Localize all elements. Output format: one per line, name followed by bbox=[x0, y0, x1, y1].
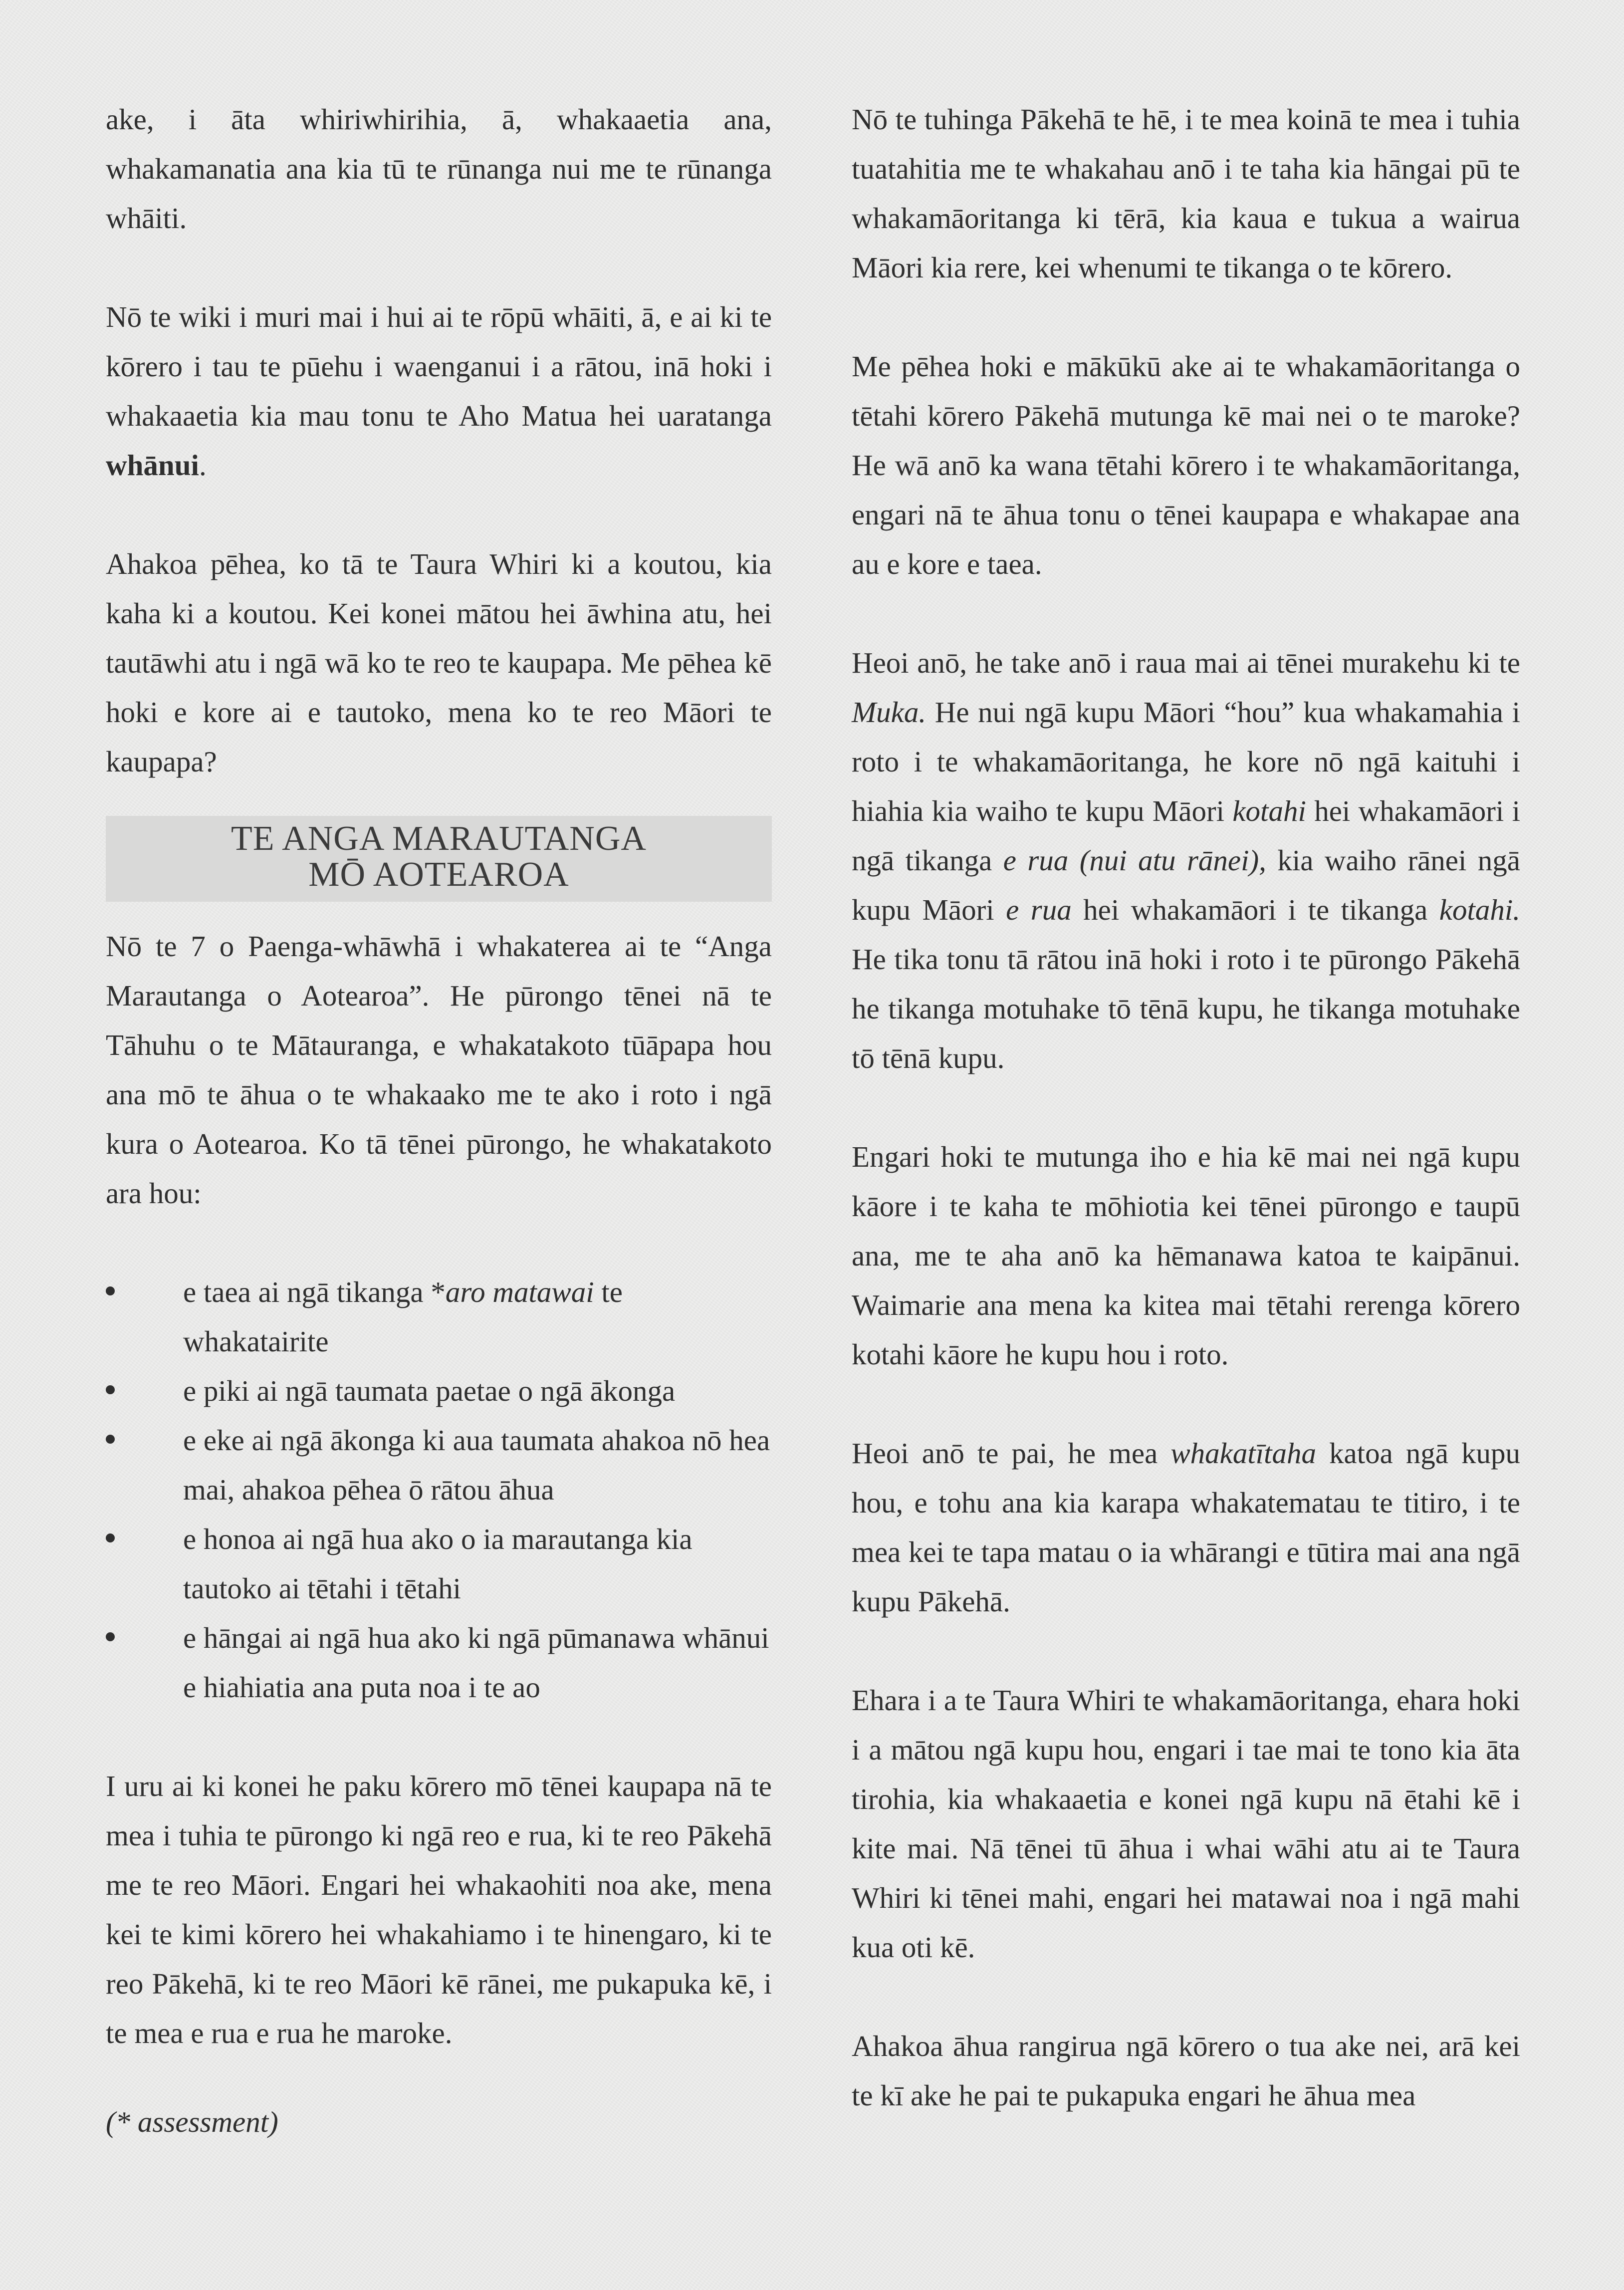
bullet-icon bbox=[106, 1632, 115, 1641]
paragraph: Me pēhea hoki e mākūkū ake ai te whakamāoritanga o tētahi kōrero Pākehā mutunga kē mai nei o te maroke? He wā anō ka wana tētahi kōrero i te whakamāoritanga, engari nā te āhua tonu o tēnei kaupapa e whakapae ana au e kore e taea. bbox=[852, 350, 1520, 580]
bold-word: whānui bbox=[106, 449, 199, 482]
list-item: e honoa ai ngā hua ako o ia marautanga kia tautoko ai tētahi i tētahi bbox=[106, 1515, 772, 1613]
paragraph: Heoi anō te pai, he mea whakatītaha katoa ngā kupu hou, e tohu ana kia karapa whakatematau te titiro, i te mea kei te tapa matau o ia whārangi e tūtira mai ana ngā kupu Pākehā. bbox=[852, 1437, 1520, 1618]
list-item: e taea ai ngā tikanga *aro matawai te whakatairite bbox=[106, 1268, 772, 1366]
list-item: e hāngai ai ngā hua ako ki ngā pūmanawa whānui e hiahiatia ana puta noa i te ao bbox=[106, 1613, 772, 1712]
paragraph: Ahakoa pēhea, ko tā te Taura Whiri ki a koutou, kia kaha ki a koutou. Kei konei mātou hei āwhina atu, hei tautāwhi atu i ngā wā ko te reo te kaupapa. Me pēhea kē hoki e kore ai e tautoko, mena ko te reo Māori te kaupapa? bbox=[106, 547, 772, 778]
paragraph: Ehara i a te Taura Whiri te whakamāoritanga, ehara hoki i a mātou ngā kupu hou, engari i tae mai te tono kia āta tirohia, kia whakaaetia e konei ngā kupu nā ētahi kē i kite mai. Nā tēnei tū āhua i whai wāhi atu ai te Taura Whiri ki tēnei mahi, engari hei matawai noa i ngā mahi kua oti kē. bbox=[852, 1684, 1520, 1964]
list-item: e eke ai ngā ākonga ki aua taumata ahakoa nō hea mai, ahakoa pēhea ō rātou āhua bbox=[106, 1416, 772, 1515]
footnote: (* assessment) bbox=[106, 2105, 278, 2138]
heading-line-1: TE ANGA MARAUTANGA bbox=[231, 819, 647, 858]
paragraph: Engari hoki te mutunga iho e hia kē mai nei ngā kupu kāore i te kaha te mōhiotia kei tēnei pūrongo e taupū ana, me te aha anō ka hēmanawa katoa te kaipānui. Waimarie ana mena ka kitea mai tētahi rerenga kōrero kotahi kāore he kupu hou i roto. bbox=[852, 1140, 1520, 1371]
left-column bbox=[106, 95, 772, 2196]
paragraph: Ahakoa āhua rangirua ngā kōrero o tua ake nei, arā kei te kī ake he pai te pukapuka engari he āhua mea bbox=[852, 2030, 1520, 2112]
right-column bbox=[852, 95, 1520, 2170]
paragraph: Nō te wiki i muri mai i hui ai te rōpū whāiti, ā, e ai ki te kōrero i tau te pūehu i waenganui i a rātou, inā hoki i whakaaetia kia mau tonu te Aho Matua hei uaratanga whānui. bbox=[106, 300, 772, 482]
bullet-list bbox=[106, 1268, 772, 1712]
bullet-icon bbox=[106, 1286, 115, 1295]
bullet-icon bbox=[106, 1385, 115, 1394]
list-item: e piki ai ngā taumata paetae o ngā ākonga bbox=[106, 1366, 772, 1416]
bullet-icon bbox=[106, 1435, 115, 1444]
section-heading bbox=[106, 816, 772, 902]
heading-line-2: MŌ AOTEAROA bbox=[308, 855, 569, 894]
paragraph: Nō te tuhinga Pākehā te hē, i te mea koinā te mea i tuhia tuatahitia me te whakahau anō i te taha kia hāngai pū te whakamāoritanga ki tērā, kia kaua e tukua a wairua Māori kia rere, kei whenumi te tikanga o te kōrero. bbox=[852, 103, 1520, 284]
paragraph: Nō te 7 o Paenga-whāwhā i whakaterea ai te “Anga Marautanga o Aotearoa”. He pūrongo tēnei nā te Tāhuhu o te Mātauranga, e whakatakoto tūāpapa hou ana mō te āhua o te whakaako me te ako i roto i ngā kura o Aotearoa. Ko tā tēnei pūrongo, he whakatakoto ara hou: bbox=[106, 930, 772, 1210]
paragraph: ake, i āta whiriwhirihia, ā, whakaaetia ana, whakamanatia ana kia tū te rūnanga nui me te rūnanga whāiti. bbox=[106, 103, 772, 235]
paragraph: Heoi anō, he take anō i raua mai ai tēnei murakehu ki te Muka. He nui ngā kupu Māori “hou” kua whakamahia i roto i te whakamāoritanga, he kore nō ngā kaituhi i hiahia kia waiho te kupu Māori kotahi hei whakamāori i ngā tikanga e rua (nui atu rānei), kia waiho rānei ngā kupu Māori e rua hei whakamāori i te tikanga kotahi. He tika tonu tā rātou inā hoki i roto i te pūrongo Pākehā he tikanga motuhake tō tēnā kupu, he tikanga motuhake tō tēnā kupu. bbox=[852, 646, 1521, 1074]
paragraph: I uru ai ki konei he paku kōrero mō tēnei kaupapa nā te mea i tuhia te pūrongo ki ngā reo e rua, ki te reo Pākehā me te reo Māori. Engari hei whakaohiti noa ake, mena kei te kimi kōrero hei whakahiamo i te hinengaro, ki te reo Pākehā, ki te reo Māori kē rānei, me pukapuka kē, i te mea e rua e rua he maroke. bbox=[106, 1770, 772, 2049]
bullet-icon bbox=[106, 1533, 115, 1542]
